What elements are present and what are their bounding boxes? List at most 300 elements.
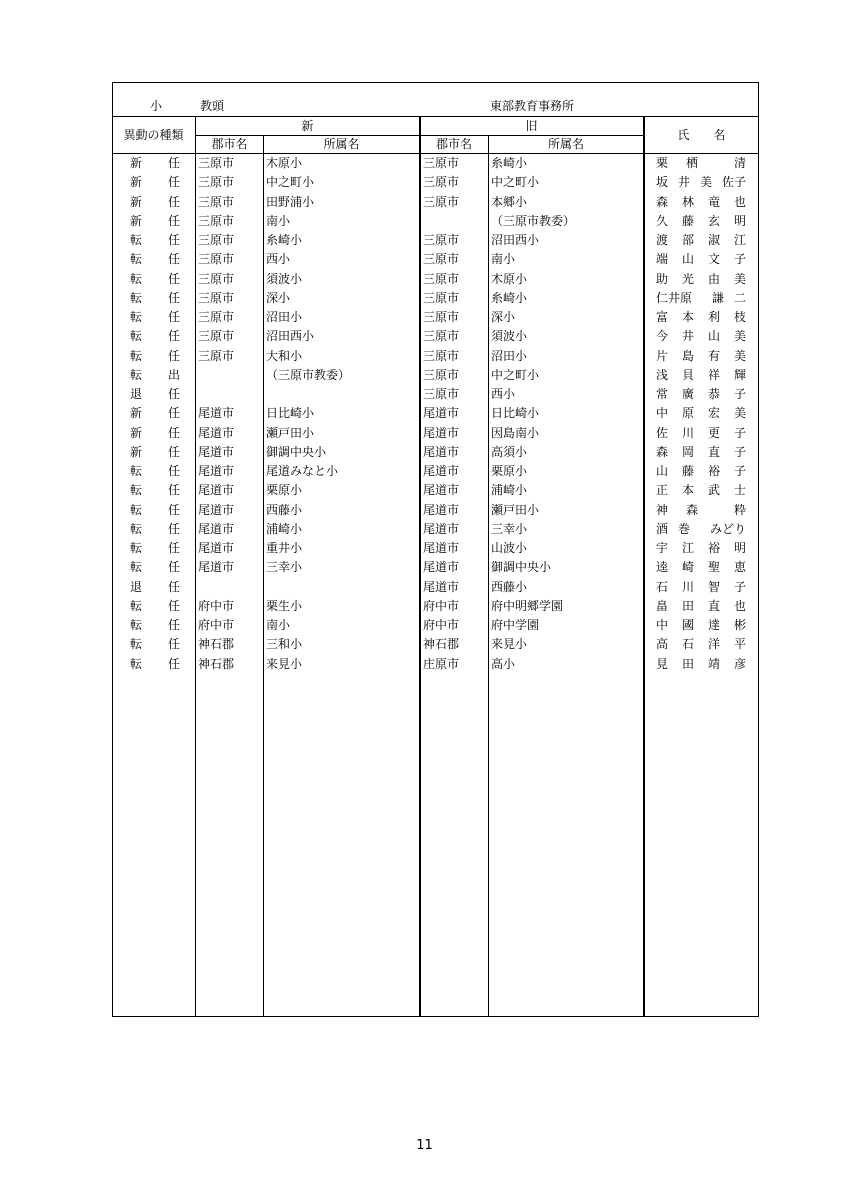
old-affiliation-cell: 中之町小 xyxy=(491,367,540,382)
kind-char: 新 xyxy=(130,156,143,170)
new-affiliation-cell: 来見小 xyxy=(266,656,303,671)
kind-cell xyxy=(112,327,195,346)
kind-char: 任 xyxy=(167,233,180,247)
kind-cell xyxy=(112,154,195,173)
name-cell xyxy=(646,424,758,443)
name-part: 助 xyxy=(656,271,669,286)
name-part: 子 xyxy=(733,387,746,401)
name-part: 川 xyxy=(681,425,694,440)
table-row xyxy=(0,173,849,192)
old-affiliation-cell: 府中学園 xyxy=(491,618,540,632)
kind-char: 任 xyxy=(167,521,180,536)
old-affiliation-cell: 来見小 xyxy=(491,637,528,652)
name-part: 森 xyxy=(656,194,669,209)
name-part: 子 xyxy=(733,444,746,459)
new-city-cell: 三原市 xyxy=(198,194,235,209)
name-part: 達 xyxy=(707,618,720,632)
old-affiliation-cell: 本郷小 xyxy=(491,194,528,209)
name-cell xyxy=(646,404,758,423)
table-row xyxy=(0,250,849,269)
name-part: 島 xyxy=(681,348,694,363)
old-city-cell: 三原市 xyxy=(423,348,460,363)
old-city-cell: 三原市 xyxy=(423,387,460,401)
name-part: 林 xyxy=(681,194,694,209)
name-part: 正 xyxy=(656,483,669,498)
kind-char: 新 xyxy=(130,194,143,209)
name-part: 佐子 xyxy=(721,175,746,190)
name-part: 美 xyxy=(699,175,712,190)
name-part: 原 xyxy=(681,406,694,421)
kind-cell xyxy=(112,212,195,231)
new-city-cell: 三原市 xyxy=(198,329,235,344)
table-row xyxy=(0,539,849,558)
old-city-cell: 尾道市 xyxy=(423,502,460,517)
kind-char: 任 xyxy=(167,290,180,305)
kind-char: 新 xyxy=(130,425,143,440)
kind-char: 任 xyxy=(167,329,180,344)
kind-cell xyxy=(112,308,195,327)
kind-char: 任 xyxy=(167,579,180,594)
kind-char: 任 xyxy=(167,541,180,555)
kind-cell xyxy=(112,173,195,192)
old-city-cell: 三原市 xyxy=(423,271,460,286)
name-part: 彬 xyxy=(733,618,746,632)
old-city-cell: 尾道市 xyxy=(423,483,460,498)
old-affiliation-cell: 府中明郷学園 xyxy=(491,598,564,613)
table-row xyxy=(0,404,849,423)
kind-cell xyxy=(112,443,195,462)
old-affiliation-cell: 山波小 xyxy=(491,541,528,555)
kind-char: 退 xyxy=(130,579,143,594)
kind-char: 転 xyxy=(130,367,143,382)
new-city-cell: 尾道市 xyxy=(198,425,235,440)
name-part: 由 xyxy=(707,271,720,286)
new-affiliation-cell: 三和小 xyxy=(266,637,303,652)
kind-char: 転 xyxy=(130,656,143,671)
new-affiliation-cell: 栗生小 xyxy=(266,598,303,613)
kind-char: 任 xyxy=(167,194,180,209)
new-city-header: 郡市名 xyxy=(211,137,248,151)
name-header: 氏 名 xyxy=(677,128,726,142)
name-part: 逵 xyxy=(656,560,669,575)
old-affiliation-cell: 因島南小 xyxy=(491,425,540,440)
new-city-cell: 府中市 xyxy=(198,598,235,613)
kind-cell xyxy=(112,347,195,366)
kind-cell xyxy=(112,462,195,481)
name-part: 輝 xyxy=(733,367,746,382)
kind-char: 任 xyxy=(167,444,180,459)
kind-header: 異動の種類 xyxy=(123,128,184,142)
old-city-cell: 三原市 xyxy=(423,367,460,382)
name-part: 本 xyxy=(681,483,694,498)
name-part: 裕 xyxy=(707,464,720,478)
kind-char: 任 xyxy=(167,502,180,517)
name-cell xyxy=(646,366,758,385)
old-affiliation-cell: 御調中央小 xyxy=(491,560,552,575)
name-part: 玄 xyxy=(707,213,720,228)
kind-char: 任 xyxy=(167,175,180,190)
kind-cell xyxy=(112,558,195,577)
table-row xyxy=(0,558,849,577)
kind-char: 任 xyxy=(167,656,180,671)
old-affiliation-cell: 沼田西小 xyxy=(491,233,540,247)
table-row xyxy=(0,578,849,597)
kind-char: 任 xyxy=(167,348,180,363)
old-affiliation-cell: 糸崎小 xyxy=(491,290,528,305)
kind-char: 任 xyxy=(167,637,180,652)
name-cell xyxy=(646,154,758,173)
new-city-cell: 府中市 xyxy=(198,618,235,632)
old-city-cell: 府中市 xyxy=(423,618,460,632)
name-part: 靖 xyxy=(707,656,720,671)
name-cell xyxy=(646,635,758,654)
new-city-cell: 尾道市 xyxy=(198,541,235,555)
name-part: 江 xyxy=(681,541,694,555)
kind-char: 転 xyxy=(130,521,143,536)
name-part: 宏 xyxy=(707,406,720,421)
name-part: 神 xyxy=(656,502,669,517)
kind-char: 新 xyxy=(130,444,143,459)
new-city-cell: 尾道市 xyxy=(198,560,235,575)
name-part: 直 xyxy=(707,444,720,459)
name-part: 山 xyxy=(707,329,720,344)
new-affiliation-cell: 深小 xyxy=(266,290,291,305)
kind-char: 転 xyxy=(130,348,143,363)
kind-char: 転 xyxy=(130,541,143,555)
old-affiliation-cell: 高小 xyxy=(491,656,516,671)
kind-char: 任 xyxy=(167,156,180,170)
new-city-cell: 三原市 xyxy=(198,175,235,190)
new-affiliation-cell: 木原小 xyxy=(266,156,303,170)
name-cell xyxy=(646,520,758,539)
new-city-cell: 三原市 xyxy=(198,290,235,305)
name-part: 渡 xyxy=(656,233,669,247)
kind-char: 転 xyxy=(130,637,143,652)
name-part: 巻 xyxy=(678,521,691,536)
kind-cell xyxy=(112,616,195,635)
old-city-cell: 尾道市 xyxy=(423,541,460,555)
name-part: 美 xyxy=(733,329,746,344)
name-cell xyxy=(646,347,758,366)
name-part: 崎 xyxy=(681,560,694,575)
kind-cell xyxy=(112,385,195,404)
table-row xyxy=(0,212,849,231)
name-part: 坂 xyxy=(656,175,669,190)
name-part: 田 xyxy=(681,598,694,613)
old-affiliation-cell: 西小 xyxy=(491,387,516,401)
name-part: 明 xyxy=(733,541,746,555)
kind-char: 転 xyxy=(130,483,143,498)
new-city-cell: 三原市 xyxy=(198,310,235,324)
table-row xyxy=(0,501,849,520)
kind-char: 転 xyxy=(130,618,143,632)
kind-cell xyxy=(112,578,195,597)
kind-char: 転 xyxy=(130,598,143,613)
school-level: 小 xyxy=(150,99,163,113)
name-cell xyxy=(646,558,758,577)
old-city-cell: 三原市 xyxy=(423,175,460,190)
old-affiliation-cell: 栗原小 xyxy=(491,464,528,478)
name-part: 藤 xyxy=(681,464,694,478)
kind-cell xyxy=(112,250,195,269)
name-part: 畠 xyxy=(656,598,669,613)
kind-char: 転 xyxy=(130,252,143,267)
old-affiliation-cell: 瀬戸田小 xyxy=(491,502,540,517)
name-cell xyxy=(646,539,758,558)
kind-cell xyxy=(112,231,195,250)
table-row xyxy=(0,481,849,500)
name-part: 美 xyxy=(733,348,746,363)
name-part: 子 xyxy=(733,579,746,594)
name-part: 恭 xyxy=(707,387,720,401)
new-city-cell: 尾道市 xyxy=(198,483,235,498)
table-row xyxy=(0,366,849,385)
name-cell xyxy=(646,250,758,269)
old-city-cell: 三原市 xyxy=(423,329,460,344)
kind-cell xyxy=(112,539,195,558)
new-city-cell: 神石郡 xyxy=(198,656,235,671)
name-part: 利 xyxy=(707,310,720,324)
old-affiliation-cell: 木原小 xyxy=(491,271,528,286)
old-affiliation-cell: 須波小 xyxy=(491,329,528,344)
new-city-cell: 三原市 xyxy=(198,213,235,228)
table-row xyxy=(0,327,849,346)
old-city-cell: 尾道市 xyxy=(423,425,460,440)
name-part: 粋 xyxy=(733,502,746,517)
kind-char: 転 xyxy=(130,233,143,247)
name-part: 美 xyxy=(733,271,746,286)
name-part: 洋 xyxy=(707,637,720,652)
kind-char: 転 xyxy=(130,464,143,478)
kind-char: 転 xyxy=(130,271,143,286)
kind-char: 転 xyxy=(130,502,143,517)
table-row xyxy=(0,597,849,616)
table-row xyxy=(0,385,849,404)
old-city-cell: 三原市 xyxy=(423,252,460,267)
table-row xyxy=(0,347,849,366)
old-city-cell: 神石郡 xyxy=(423,637,460,652)
old-city-cell: 三原市 xyxy=(423,156,460,170)
name-part: 清 xyxy=(733,156,746,170)
table-row xyxy=(0,289,849,308)
name-cell xyxy=(646,616,758,635)
new-city-cell: 三原市 xyxy=(198,233,235,247)
old-city-cell: 尾道市 xyxy=(423,406,460,421)
name-part: 明 xyxy=(733,213,746,228)
name-cell xyxy=(646,289,758,308)
kind-char: 転 xyxy=(130,310,143,324)
name-part: 文 xyxy=(707,252,720,267)
kind-cell xyxy=(112,597,195,616)
kind-char: 任 xyxy=(167,406,180,421)
old-city-cell: 府中市 xyxy=(423,598,460,613)
kind-char: 新 xyxy=(130,406,143,421)
kind-cell xyxy=(112,424,195,443)
new-header: 新 xyxy=(301,119,314,133)
name-cell xyxy=(646,443,758,462)
old-affiliation-cell: 三幸小 xyxy=(491,521,528,536)
name-part: 竜 xyxy=(707,194,720,209)
name-part: 平 xyxy=(733,637,746,652)
name-part: 廣 xyxy=(681,387,694,401)
name-part: 山 xyxy=(681,252,694,267)
new-city-cell: 三原市 xyxy=(198,252,235,267)
kind-cell xyxy=(112,193,195,212)
name-part: 江 xyxy=(733,233,746,247)
new-affiliation-cell: 沼田西小 xyxy=(266,329,315,344)
name-part: 片 xyxy=(656,348,669,363)
new-affiliation-cell: 南小 xyxy=(266,213,291,228)
old-affiliation-cell: 中之町小 xyxy=(491,175,540,190)
table-row xyxy=(0,443,849,462)
old-affiliation-cell: 日比崎小 xyxy=(491,406,540,421)
new-affiliation-cell: 大和小 xyxy=(266,348,303,363)
name-cell xyxy=(646,462,758,481)
name-cell xyxy=(646,212,758,231)
kind-cell xyxy=(112,655,195,674)
name-part: 今 xyxy=(656,329,669,344)
name-part: 二 xyxy=(733,290,746,305)
kind-char: 任 xyxy=(167,598,180,613)
name-part: 裕 xyxy=(707,541,720,555)
name-part: 美 xyxy=(733,406,746,421)
name-part: 佐 xyxy=(656,425,669,440)
old-city-cell: 尾道市 xyxy=(423,521,460,536)
new-affiliation-cell: 三幸小 xyxy=(266,560,303,575)
new-affiliation-cell: （三原市教委） xyxy=(266,367,351,382)
name-cell xyxy=(646,655,758,674)
old-city-cell: 尾道市 xyxy=(423,579,460,594)
name-part: 淑 xyxy=(707,233,720,247)
name-part: 宇 xyxy=(656,541,669,555)
old-city-cell: 三原市 xyxy=(423,310,460,324)
kind-char: 任 xyxy=(167,464,180,478)
name-part: 栗 xyxy=(656,156,669,170)
name-part: 也 xyxy=(733,598,746,613)
name-part: 更 xyxy=(707,425,720,440)
kind-char: 退 xyxy=(130,387,143,401)
name-part: 久 xyxy=(656,213,669,228)
new-city-cell: 尾道市 xyxy=(198,521,235,536)
name-part: 恵 xyxy=(733,560,746,575)
name-part: 武 xyxy=(707,483,720,498)
name-cell xyxy=(646,231,758,250)
name-part: 國 xyxy=(681,618,694,632)
new-affiliation-cell: 御調中央小 xyxy=(266,444,327,459)
name-part: 富 xyxy=(656,310,669,324)
kind-cell xyxy=(112,635,195,654)
name-part: 端 xyxy=(656,252,669,267)
table-row xyxy=(0,193,849,212)
name-part: みどり xyxy=(709,521,746,536)
table-body xyxy=(0,154,849,674)
office-title: 東部教育事務所 xyxy=(490,99,575,113)
new-affiliation-cell: 栗原小 xyxy=(266,483,303,498)
name-part: 直 xyxy=(707,598,720,613)
new-affiliation-cell: 沼田小 xyxy=(266,310,303,324)
old-affiliation-cell: 南小 xyxy=(491,252,516,267)
kind-cell xyxy=(112,520,195,539)
new-affiliation-cell: 西藤小 xyxy=(266,502,303,517)
name-part: 藤 xyxy=(681,213,694,228)
kind-char: 任 xyxy=(167,213,180,228)
name-part: 中 xyxy=(656,618,669,632)
new-city-cell: 尾道市 xyxy=(198,406,235,421)
name-part: 浅 xyxy=(656,367,669,382)
new-affiliation-header: 所属名 xyxy=(323,137,360,151)
name-part: 高 xyxy=(656,637,669,652)
name-part: 枝 xyxy=(733,310,746,324)
new-affiliation-cell: 須波小 xyxy=(266,271,303,286)
old-city-cell: 尾道市 xyxy=(423,560,460,575)
name-cell xyxy=(646,597,758,616)
name-part: 井 xyxy=(681,329,694,344)
name-cell xyxy=(646,501,758,520)
old-city-cell: 三原市 xyxy=(423,290,460,305)
old-affiliation-cell: 浦崎小 xyxy=(491,483,528,498)
name-cell xyxy=(646,173,758,192)
new-affiliation-cell: 糸崎小 xyxy=(266,233,303,247)
name-part: 謙 xyxy=(711,290,724,305)
old-header: 旧 xyxy=(525,119,538,133)
old-affiliation-cell: 沼田小 xyxy=(491,348,528,363)
name-part: 有 xyxy=(707,348,720,363)
position-title: 教頭 xyxy=(200,99,225,113)
name-part: 石 xyxy=(681,637,694,652)
new-affiliation-cell: 浦崎小 xyxy=(266,521,303,536)
new-city-cell: 尾道市 xyxy=(198,502,235,517)
kind-cell xyxy=(112,270,195,289)
name-part: 子 xyxy=(733,425,746,440)
name-part: 田 xyxy=(681,656,694,671)
old-affiliation-cell: 深小 xyxy=(491,310,516,324)
table-row xyxy=(0,308,849,327)
kind-char: 任 xyxy=(167,310,180,324)
table-row xyxy=(0,231,849,250)
name-part: 子 xyxy=(733,252,746,267)
name-part: 部 xyxy=(681,233,694,247)
new-city-cell: 尾道市 xyxy=(198,464,235,478)
table-row xyxy=(0,270,849,289)
table-row xyxy=(0,424,849,443)
name-part: 彦 xyxy=(733,656,746,671)
new-city-cell: 神石郡 xyxy=(198,637,235,652)
name-part: 子 xyxy=(733,464,746,478)
kind-char: 任 xyxy=(167,560,180,575)
kind-char: 出 xyxy=(167,367,180,382)
name-cell xyxy=(646,385,758,404)
name-part: 井 xyxy=(677,175,690,190)
kind-char: 任 xyxy=(167,425,180,440)
table-row xyxy=(0,154,849,173)
kind-char: 任 xyxy=(167,387,180,401)
old-affiliation-cell: 西藤小 xyxy=(491,579,528,594)
old-affiliation-cell: （三原市教委） xyxy=(491,213,576,228)
page-number: 11 xyxy=(416,1138,433,1153)
kind-char: 転 xyxy=(130,329,143,344)
kind-char: 任 xyxy=(167,483,180,498)
kind-cell xyxy=(112,481,195,500)
old-city-cell: 尾道市 xyxy=(423,444,460,459)
new-city-cell: 三原市 xyxy=(198,348,235,363)
name-part: 常 xyxy=(656,387,669,401)
kind-char: 任 xyxy=(167,271,180,286)
old-affiliation-cell: 高須小 xyxy=(491,444,528,459)
old-city-cell: 三原市 xyxy=(423,233,460,247)
table-row xyxy=(0,462,849,481)
old-city-cell: 庄原市 xyxy=(423,656,460,671)
new-affiliation-cell: 瀬戸田小 xyxy=(266,425,315,440)
